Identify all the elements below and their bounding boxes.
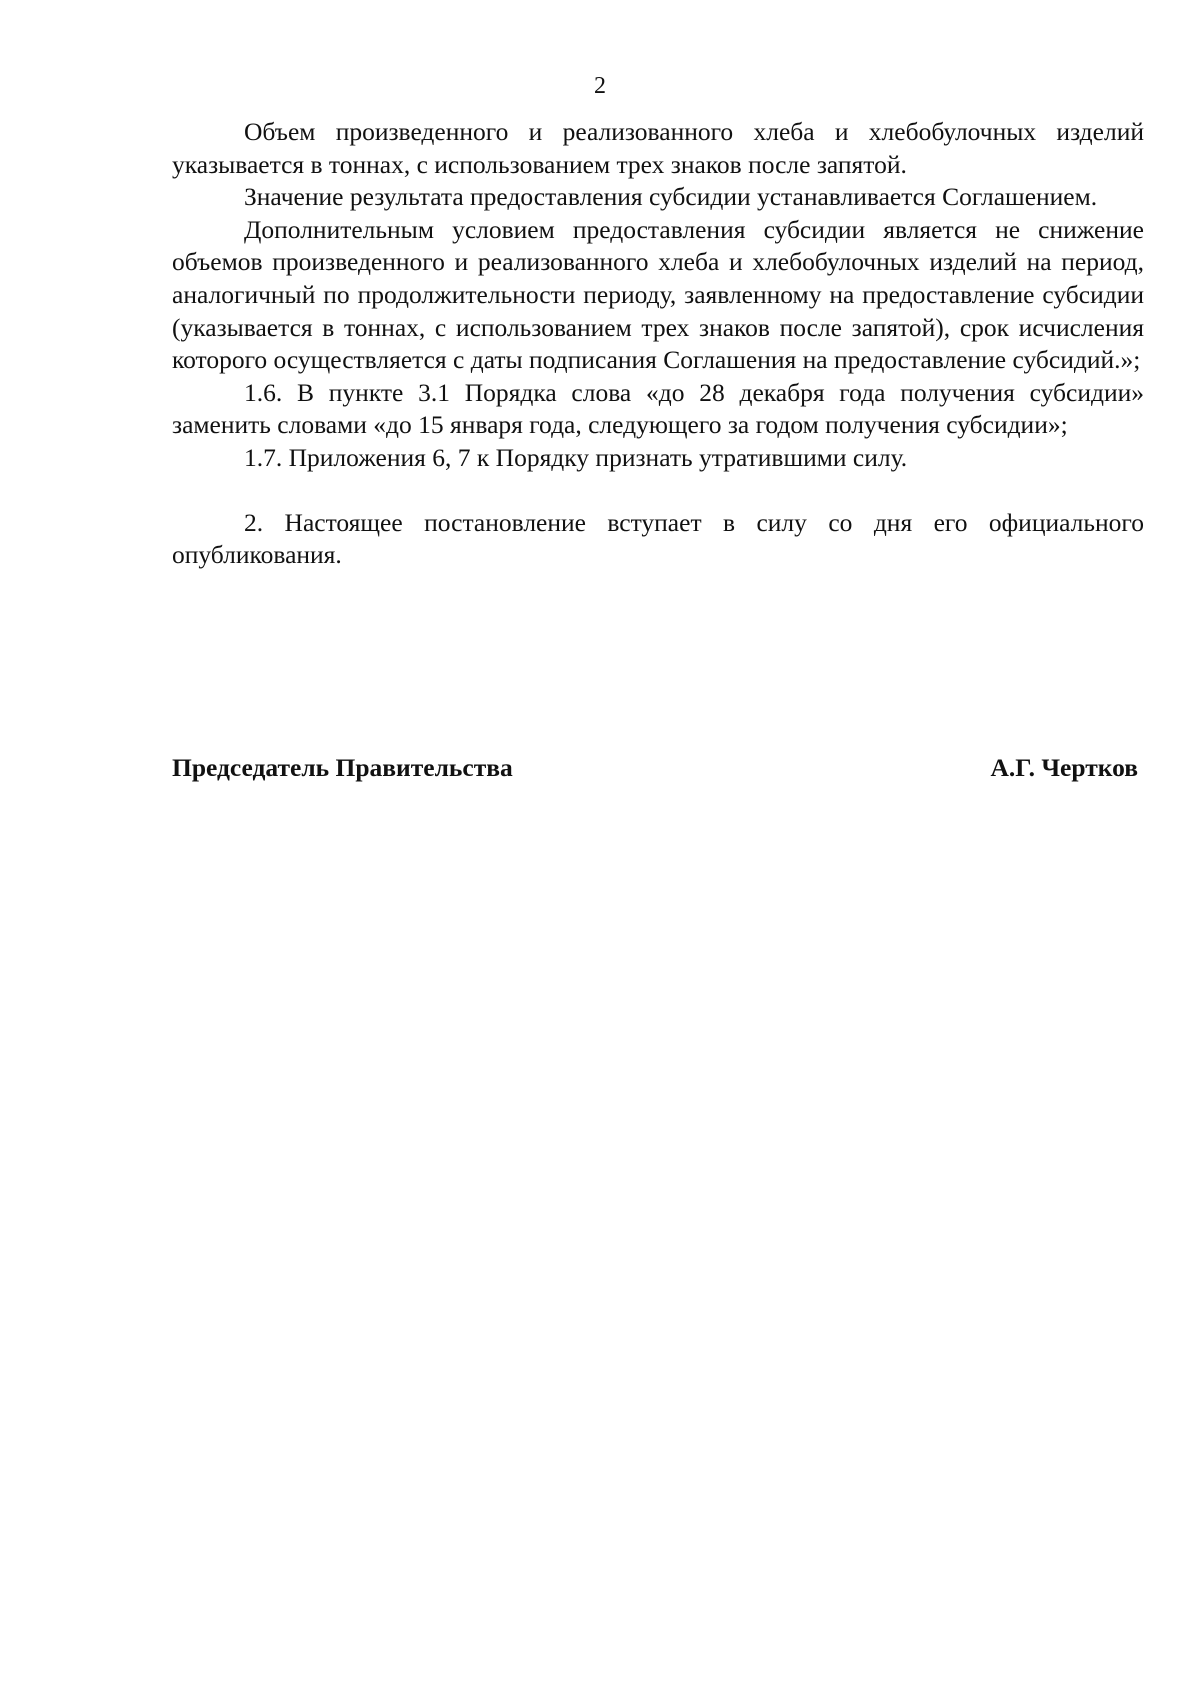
paragraph-item-1-7: 1.7. Приложения 6, 7 к Порядку признать утратившими силу. xyxy=(244,442,908,472)
signatory-name: А.Г. Чертков xyxy=(990,753,1138,782)
signatory-position: Председатель Правительства xyxy=(172,753,513,782)
page-number: 2 xyxy=(594,73,606,99)
paragraph-item-1-6: 1.6. В пункте 3.1 Порядка слова «до 28 декабря года получения субсидии» заменить словами «до 15 января года, следующего за годом получения субсидии»; xyxy=(172,377,1144,440)
paragraph-result-value: Значение результата предоставления субсидии устанавливается Соглашением. xyxy=(244,182,1098,212)
document-body xyxy=(172,116,1144,572)
paragraph-item-2: 2. Настоящее постановление вступает в силу со дня его официального опубликования. xyxy=(172,507,1144,570)
paragraph-additional-condition: Дополнительным условием предоставления субсидии является не снижение объемов произведенного и реализованного хлеба и хлебобулочных изделий на период, аналогичный по продолжительности периоду, заявленному на предоставление субсидии (указывается в тоннах, с использованием трех знаков после запятой), срок исчисления которого осуществляется с даты подписания Соглашения на предоставление субсидий.»; xyxy=(172,214,1144,375)
paragraph-volume-units: Объем произведенного и реализованного хлеба и хлебобулочных изделий указывается в тоннах, с использованием трех знаков после запятой. xyxy=(172,117,1144,179)
